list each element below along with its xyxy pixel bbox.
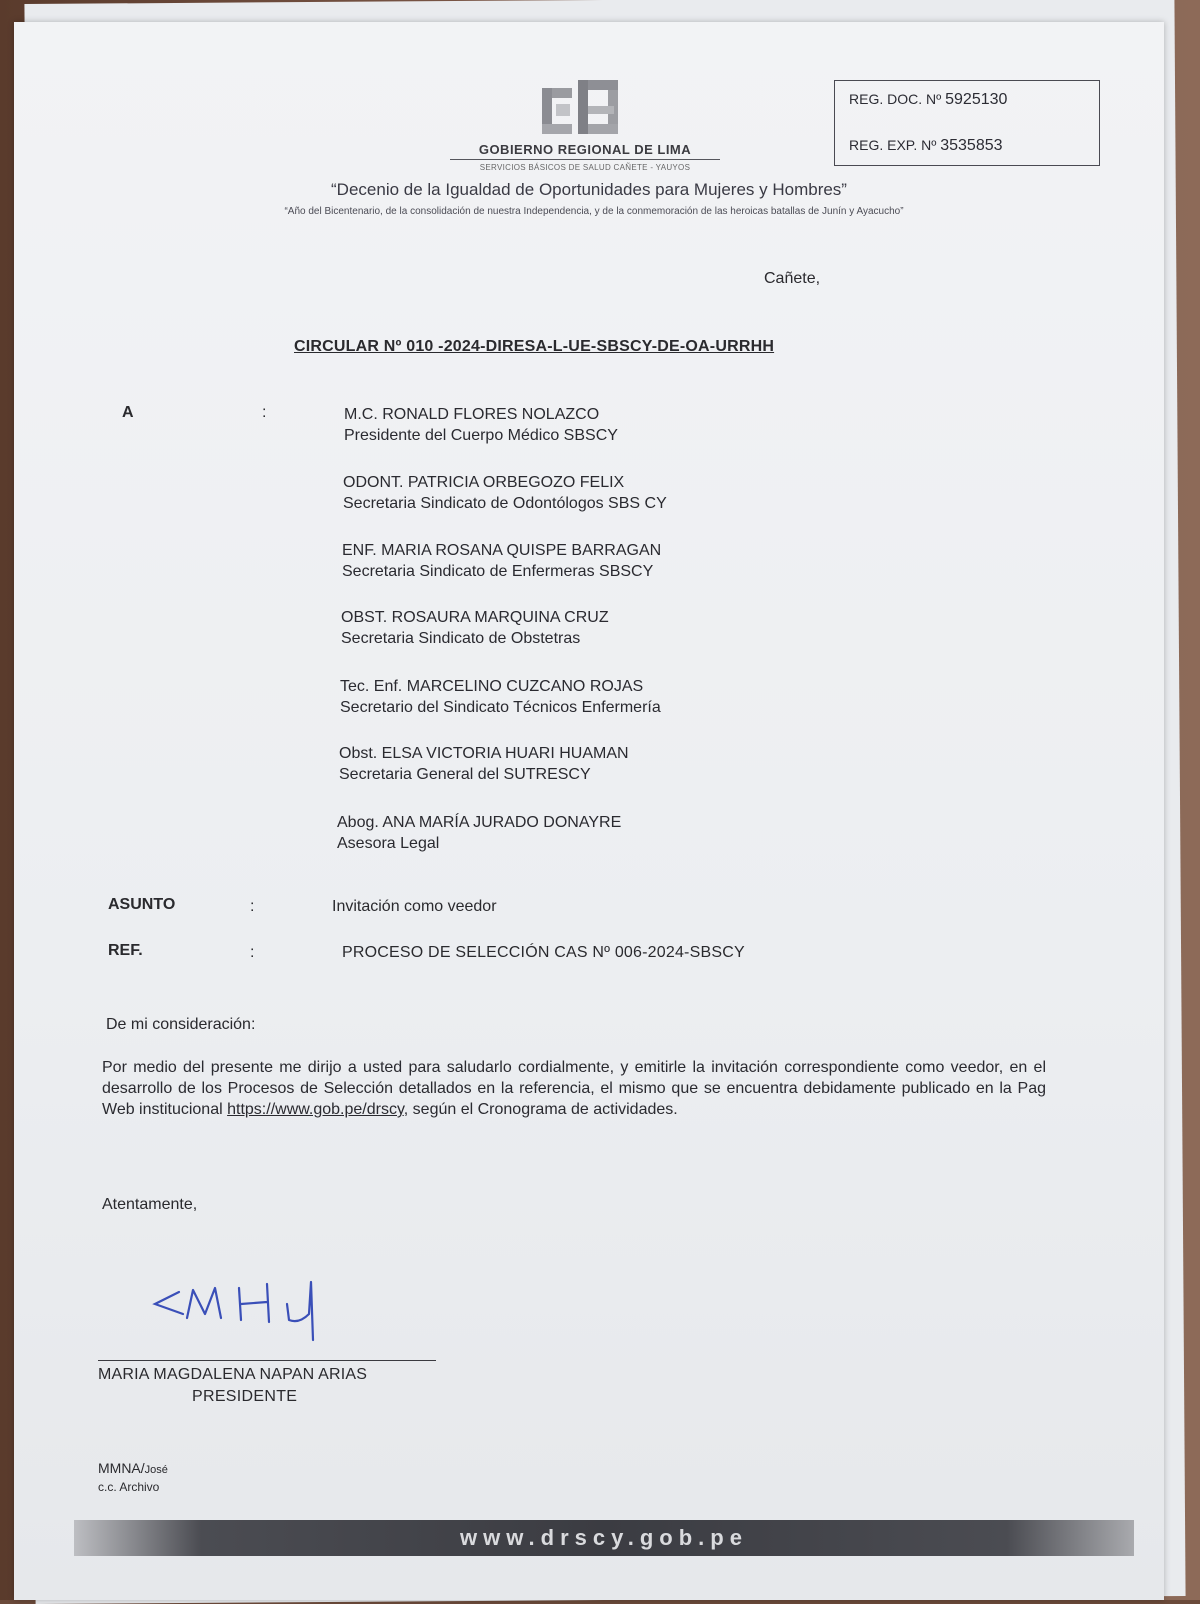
recipient-name: Obst. ELSA VICTORIA HUARI HUAMAN [339,745,629,762]
document-page [14,22,1164,1600]
recipient-name: Abog. ANA MARÍA JURADO DONAYRE [337,814,622,831]
signature-line [98,1360,436,1361]
place-date: Cañete, [764,270,821,287]
recipient-role: Secretario del Sindicato Técnicos Enfermería [340,699,661,716]
recipient-role: Secretaria Sindicato de Obstetras [341,630,581,647]
recipient-role: Secretaria General del SUTRESCY [339,766,591,783]
government-logo-icon [536,78,628,142]
circular-title: CIRCULAR Nº 010 -2024-DIRESA-L-UE-SBSCY-DE-OA-URRHH [294,338,775,355]
cc-archive: c.c. Archivo [98,1480,160,1494]
body-paragraph [102,1057,1046,1120]
reg-doc-number: 5925130 [945,91,1008,108]
ref-label: REF. [108,942,143,959]
signer-role: PRESIDENTE [192,1388,298,1405]
body-text-end: , según el Cronograma de actividades. [403,1101,678,1118]
signer-name: MARIA MAGDALENA NAPAN ARIAS [98,1366,368,1383]
reg-exp-label: REG. EXP. Nº [849,137,937,153]
reg-doc-label: REG. DOC. Nº [849,91,942,107]
footer-band [74,1520,1134,1556]
greeting: De mi consideración: [106,1016,256,1033]
year-slogan: “Año del Bicentenario, de la consolidación de nuestra Independencia, y de la conmemoración de las heroicas batallas de Junín y Ayacucho” [284,206,904,217]
recipient-role: Presidente del Cuerpo Médico SBSCY [344,427,618,444]
recipient-role: Secretaria Sindicato de Enfermeras SBSCY [342,563,654,580]
ref-colon: : [250,944,255,961]
recipient-role: Asesora Legal [337,835,440,852]
recipient-5 [340,676,661,718]
recipient-6 [339,743,629,785]
recipient-name: OBST. ROSAURA MARQUINA CRUZ [341,609,609,626]
ref-value: PROCESO DE SELECCIÓN CAS Nº 006-2024-SBSCY [342,944,745,961]
asunto-colon: : [250,898,255,915]
recipient-name: M.C. RONALD FLORES NOLAZCO [344,406,600,423]
recipient-role: Secretaria Sindicato de Odontólogos SBS CY [343,495,667,512]
recipient-name: Tec. Enf. MARCELINO CUZCANO ROJAS [340,678,644,695]
closing: Atentamente, [102,1196,198,1213]
initials-main: MMNA/ [98,1460,145,1476]
footer-website: www.drscy.gob.pe [460,1525,748,1550]
decenio-slogan: “Decenio de la Igualdad de Oportunidades para Mujeres y Hombres” [331,180,847,199]
reg-exp-line [849,137,1003,155]
asunto-value: Invitación como veedor [332,898,497,915]
recipient-1 [344,404,618,446]
recipient-name: ENF. MARIA ROSANA QUISPE BARRAGAN [342,542,662,559]
organization-name: GOBIERNO REGIONAL DE LIMA [450,142,720,160]
recipient-name: ODONT. PATRICIA ORBEGOZO FELIX [343,474,625,491]
reg-doc-line [849,91,1007,109]
initials-small: José [144,1464,168,1476]
recipient-3 [342,540,661,582]
recipient-4 [341,607,609,649]
to-colon: : [262,404,267,421]
initials [98,1460,168,1476]
recipient-2 [343,472,667,514]
registration-box [834,80,1100,166]
organization-subtitle: SERVICIOS BÁSICOS DE SALUD CAÑETE - YAUYOS [479,163,691,172]
reg-exp-number: 3535853 [940,137,1003,154]
to-label: A [122,404,134,421]
asunto-label: ASUNTO [108,896,176,913]
body-text-start: Por medio del presente me dirijo a usted para saludarlo cordialmente, y emitirle la invitación correspondiente como veedor, en el desarrollo de los Procesos de Selección detallados en la referencia, el mismo que se encuentra debidamente publicado en la Pag Web institucional [102,1059,1046,1118]
website-link[interactable]: https://www.gob.pe/drscy [227,1101,404,1118]
handwritten-signature [149,1274,369,1344]
recipient-7 [337,812,621,854]
